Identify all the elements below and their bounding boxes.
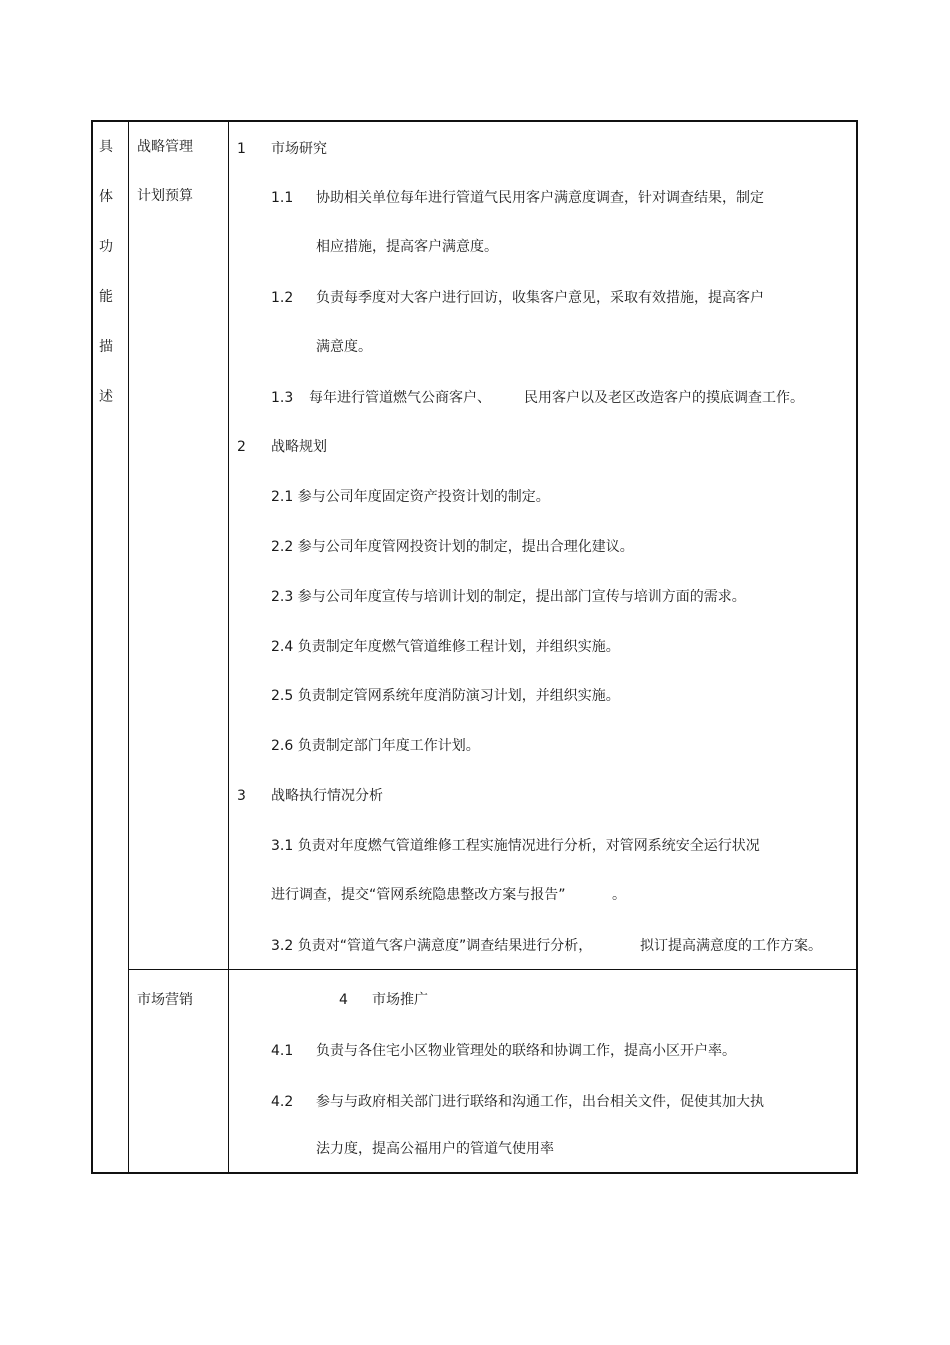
row-divider — [128, 969, 857, 970]
category-char: 体 — [99, 189, 113, 205]
item-number: 4.2 — [271, 1094, 294, 1110]
item-number: 1.3 — [271, 390, 294, 406]
item-text: 负责每季度对大客户进行回访，收集客户意见，采取有效措施，提高客户 — [316, 290, 764, 306]
item-text: 负责与各住宅小区物业管理处的联络和协调工作，提高小区开户率。 — [316, 1043, 736, 1059]
item-text: 2.6 负责制定部门年度工作计划。 — [271, 738, 480, 754]
item-text: 协助相关单位每年进行管道气民用客户满意度调查，针对调查结果，制定 — [316, 190, 764, 206]
section-title: 市场研究 — [271, 141, 327, 157]
section-number: 3 — [237, 788, 246, 804]
item-text: 法力度，提高公福用户的管道气使用率 — [316, 1141, 554, 1157]
section-title: 市场推广 — [372, 992, 428, 1008]
item-text: 2.4 负责制定年度燃气管道维修工程计划，并组织实施。 — [271, 639, 620, 655]
section-title: 战略执行情况分析 — [271, 788, 383, 804]
item-text: 3.1 负责对年度燃气管道维修工程实施情况进行分析，对管网系统安全运行状况 — [271, 838, 760, 854]
item-number: 1.2 — [271, 290, 294, 306]
row1-label-line2: 计划预算 — [137, 188, 193, 204]
col-divider-2 — [228, 120, 229, 1174]
row1-label-line1: 战略管理 — [137, 139, 193, 155]
item-number: 1.1 — [271, 190, 294, 206]
category-char: 具 — [99, 139, 113, 155]
item-text: 相应措施，提高客户满意度。 — [316, 239, 498, 255]
item-text: 。 — [612, 887, 626, 903]
col-divider-1 — [128, 120, 129, 1174]
table-top-border — [91, 120, 858, 122]
item-text: 每年进行管道燃气公商客户、 — [309, 390, 491, 406]
item-text: 2.1 参与公司年度固定资产投资计划的制定。 — [271, 489, 550, 505]
item-text: 2.2 参与公司年度管网投资计划的制定，提出合理化建议。 — [271, 539, 634, 555]
item-text: 民用客户以及老区改造客户的摸底调查工作。 — [524, 390, 804, 406]
table-bottom-border — [91, 1172, 858, 1174]
item-text: 拟订提高满意度的工作方案。 — [640, 938, 822, 954]
category-char: 述 — [99, 389, 113, 405]
section-number: 1 — [237, 141, 246, 157]
section-number: 4 — [339, 992, 348, 1008]
item-number: 4.1 — [271, 1043, 294, 1059]
table-right-border — [856, 120, 858, 1174]
item-text: 2.3 参与公司年度宣传与培训计划的制定，提出部门宣传与培训方面的需求。 — [271, 589, 746, 605]
item-text: 参与与政府相关部门进行联络和沟通工作，出台相关文件，促使其加大执 — [316, 1094, 764, 1110]
item-text: 2.5 负责制定管网系统年度消防演习计划，并组织实施。 — [271, 688, 620, 704]
row2-label: 市场营销 — [137, 992, 193, 1008]
section-number: 2 — [237, 439, 246, 455]
item-text: 满意度。 — [316, 339, 372, 355]
item-text: 进行调查，提交“管网系统隐患整改方案与报告” — [271, 887, 566, 903]
item-text: 3.2 负责对“管道气客户满意度”调查结果进行分析， — [271, 938, 593, 954]
category-char: 描 — [99, 339, 113, 355]
category-char: 功 — [99, 239, 113, 255]
table-left-border — [91, 120, 93, 1174]
section-title: 战略规划 — [271, 439, 327, 455]
category-char: 能 — [99, 289, 113, 305]
